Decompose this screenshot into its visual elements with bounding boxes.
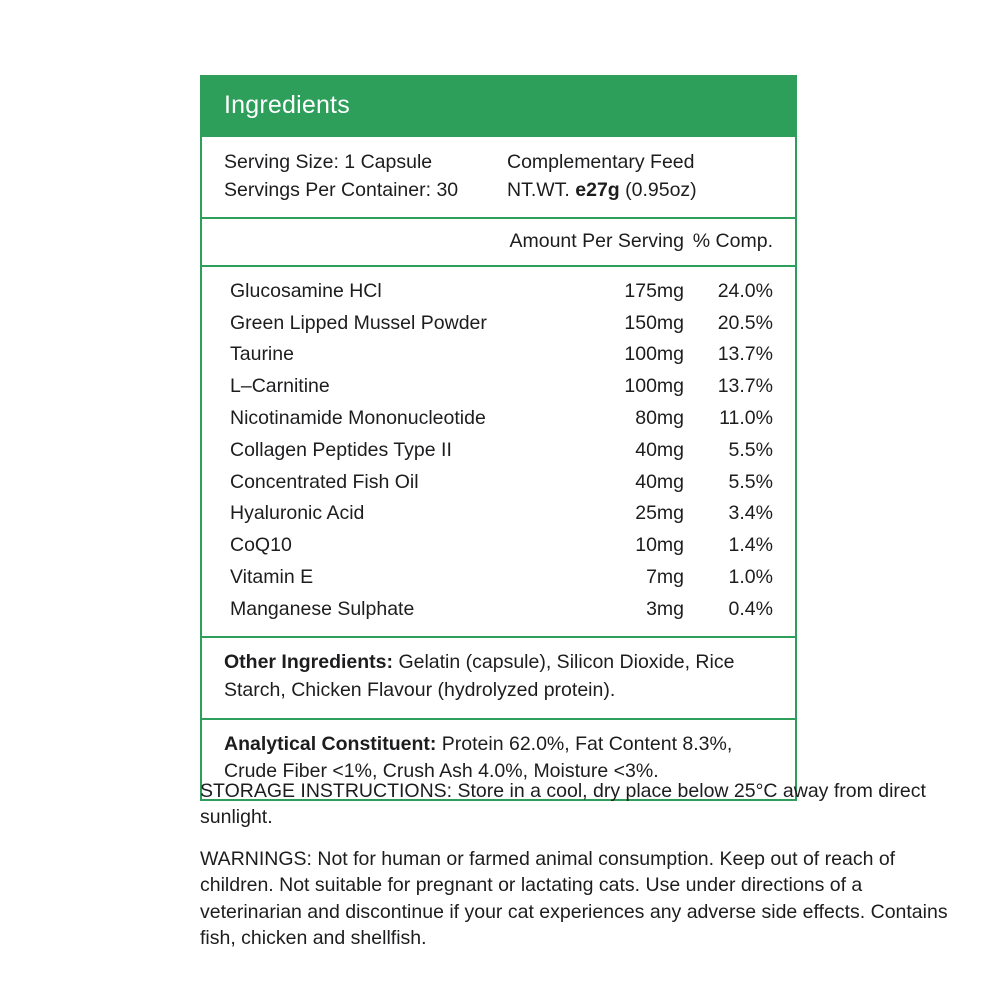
feed-type: Complementary Feed	[507, 151, 695, 173]
ingredient-name: Nicotinamide Mononucleotide	[230, 406, 486, 429]
ingredient-pct: 11.0%	[719, 406, 773, 429]
ingredient-amount: 150mg	[624, 311, 684, 334]
ingredient-amount: 40mg	[635, 438, 684, 461]
ingredient-pct: 13.7%	[717, 343, 773, 366]
net-weight-label: NT.WT.	[507, 179, 570, 202]
serving-size-label: Serving Size:	[224, 151, 339, 173]
ingredient-pct: 13.7%	[717, 375, 773, 398]
table-row	[202, 435, 795, 467]
ingredient-amount: 40mg	[635, 470, 684, 493]
ingredient-amount: 7mg	[646, 565, 684, 588]
servings-per-container-label: Servings Per Container:	[224, 179, 432, 202]
other-ingredients-text	[202, 638, 795, 717]
ingredient-pct: 24.0%	[717, 279, 773, 302]
ingredient-pct: 20.5%	[717, 311, 773, 334]
ingredient-pct: 1.0%	[728, 565, 773, 588]
net-weight-line	[507, 176, 795, 204]
table-row	[202, 308, 795, 340]
ingredient-pct: 1.4%	[728, 534, 773, 557]
ingredient-name: Vitamin E	[230, 565, 314, 588]
ingredient-name: Glucosamine HCl	[230, 279, 382, 302]
net-weight-value: e27g	[575, 179, 620, 202]
table-row	[202, 530, 795, 562]
warnings-body: Not for human or farmed animal consumption. Keep out of reach of children. Not suitable for pregnant or lactating cats. Use under directions of a veterinarian and discontinue if your cat experiences any adverse side effects. Contains fish, chicken and shellfish.	[200, 848, 948, 949]
storage-instructions	[200, 778, 960, 830]
panel-header: Ingredients	[202, 77, 795, 135]
table-row	[202, 403, 795, 435]
servings-per-container-value: 30	[431, 179, 459, 202]
analytical-constituent-body: Protein 62.0%, Fat Content 8.3%, Crude Fiber <1%, Crush Ash 4.0%, Moisture <3%.	[224, 732, 733, 783]
table-row	[202, 562, 795, 594]
warnings	[200, 846, 960, 951]
analytical-constituent-label: Analytical Constituent:	[224, 732, 437, 755]
other-ingredients-label: Other Ingredients:	[224, 651, 394, 674]
footer-notes	[200, 778, 960, 967]
ingredient-rows	[202, 265, 795, 637]
ingredient-pct: 5.5%	[728, 438, 773, 461]
column-header-comp: % Comp.	[692, 229, 773, 252]
serving-row	[202, 137, 795, 217]
table-row	[202, 339, 795, 371]
ingredient-name: CoQ10	[230, 534, 292, 557]
column-header-amount: Amount Per Serving	[509, 229, 684, 252]
ingredient-amount: 100mg	[624, 375, 684, 398]
servings-per-container-line	[224, 176, 507, 204]
ingredient-amount: 25mg	[635, 502, 684, 525]
ingredient-name: Hyaluronic Acid	[230, 502, 365, 525]
other-ingredients-section	[202, 636, 795, 717]
serving-size-line	[224, 148, 507, 176]
ingredient-pct: 3.4%	[728, 502, 773, 525]
ingredient-pct: 5.5%	[728, 470, 773, 493]
storage-instructions-body: Store in a cool, dry place below 25°C away from direct sunlight.	[200, 780, 926, 829]
ingredient-amount: 175mg	[624, 279, 684, 302]
column-headers	[202, 217, 795, 265]
ingredient-amount: 80mg	[635, 406, 684, 429]
ingredient-name: Green Lipped Mussel Powder	[230, 311, 487, 334]
storage-instructions-label: STORAGE INSTRUCTIONS:	[200, 780, 453, 802]
ingredient-amount: 100mg	[624, 343, 684, 366]
ingredient-name: L–Carnitine	[230, 375, 330, 398]
table-row	[202, 498, 795, 530]
ingredient-name: Collagen Peptides Type II	[230, 438, 452, 461]
warnings-label: WARNINGS:	[200, 848, 312, 871]
other-ingredients-body: Gelatin (capsule), Silicon Dioxide, Rice Starch, Chicken Flavour (hydrolyzed protein).	[224, 651, 735, 702]
ingredient-pct: 0.4%	[728, 597, 773, 620]
table-row	[202, 371, 795, 403]
serving-right-column	[507, 148, 795, 205]
serving-section	[202, 135, 795, 217]
ingredient-name: Taurine	[230, 343, 294, 366]
ingredient-name: Concentrated Fish Oil	[230, 470, 419, 493]
table-row	[202, 276, 795, 308]
table-row	[202, 594, 795, 626]
net-weight-alt: (0.95oz)	[625, 179, 697, 202]
serving-left-column	[202, 148, 507, 205]
ingredient-amount: 10mg	[635, 534, 684, 557]
ingredient-name: Manganese Sulphate	[230, 597, 415, 620]
ingredients-panel	[200, 75, 797, 801]
table-row	[202, 467, 795, 499]
column-header-spacer	[202, 228, 434, 255]
serving-size-value: 1 Capsule	[338, 151, 433, 173]
ingredient-amount: 3mg	[646, 597, 684, 620]
